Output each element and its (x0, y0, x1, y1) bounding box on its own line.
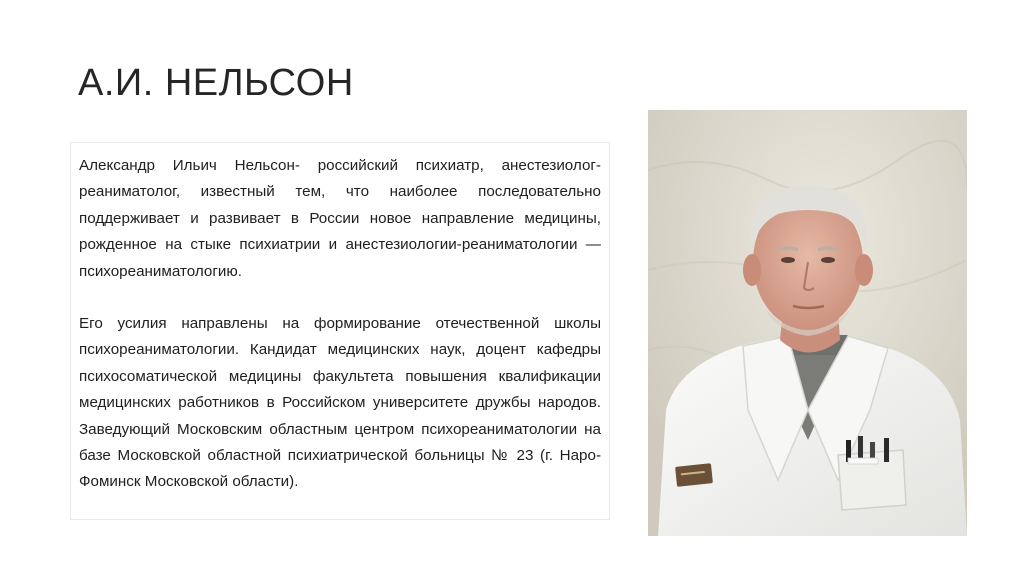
biography-paragraph-2: Его усилия направлены на формирование отечественной школы психореаниматологии. Кандидат медицинских наук, доцент кафедры психосоматической медицины факультета повышения квалификации медицинских работников в Российском университете дружбы народов. Заведующий Московским областным центром психореаниматологии на базе Московской областной психиатрической больницы № 23 (г. Наро-Фоминск Московской области). (79, 315, 601, 491)
biography-paragraph-1: Александр Ильич Нельсон- российский психиатр, анестезиолог-реаниматолог, известный тем, что наиболее последовательно поддерживает и развивает в России новое направление медицины, рожденное на стыке психиатрии и анестезиологии-реаниматологии — психореаниматологию. (79, 157, 601, 280)
biography-text-box (70, 142, 610, 520)
slide-title: А.И. НЕЛЬСОН (78, 62, 354, 104)
portrait-photo (648, 110, 967, 536)
portrait-illustration (648, 110, 967, 536)
